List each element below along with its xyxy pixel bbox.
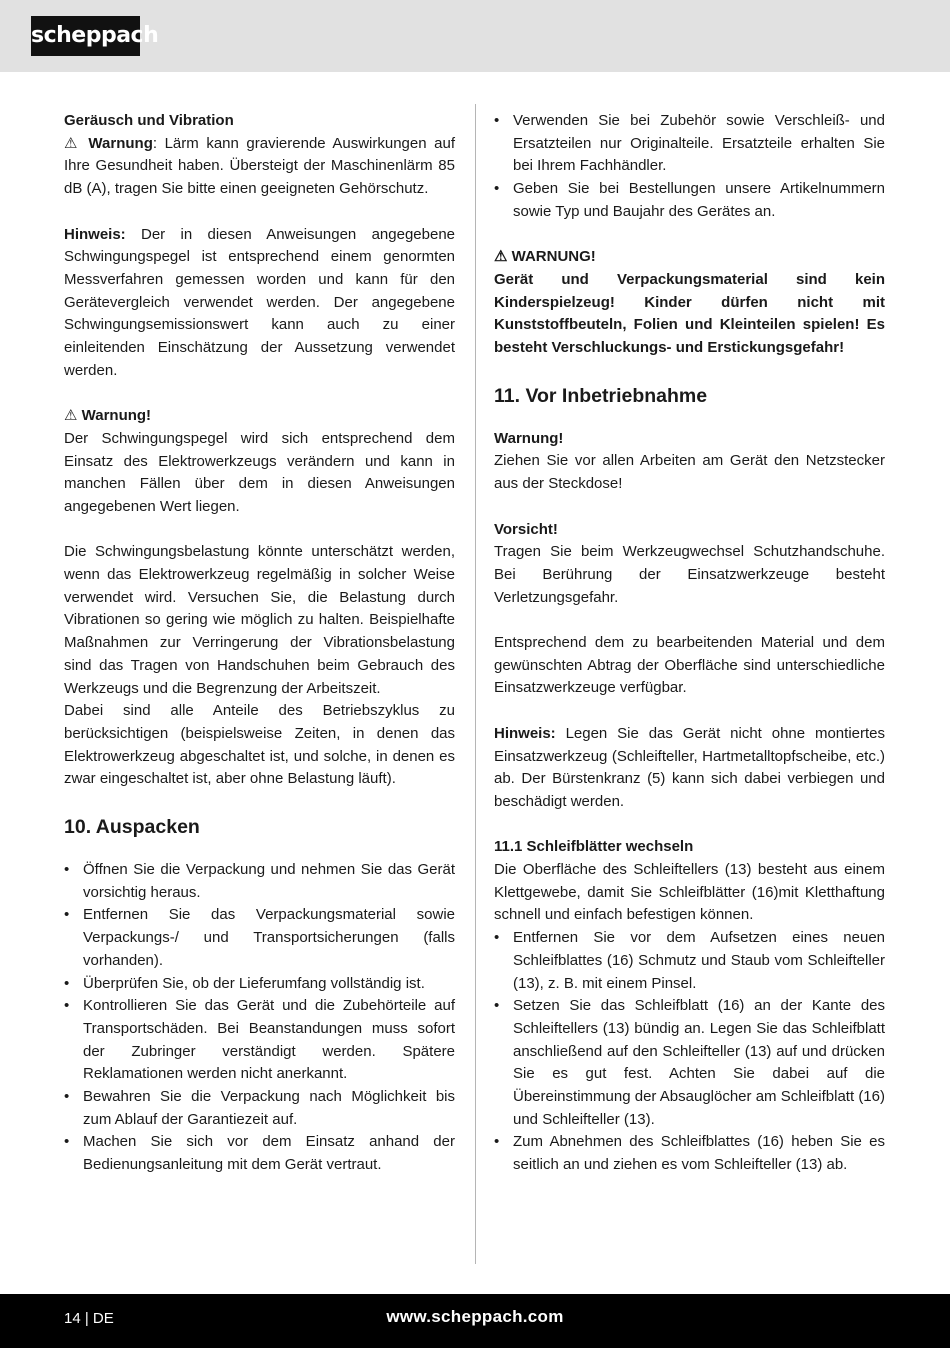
caution-text: Tragen Sie beim Werkzeugwechsel Schutzhandschuhe. Bei Berührung der Einsatzwerkzeuge besteht Verletzungsgefahr. xyxy=(494,543,885,606)
noise-warning-text: : Lärm kann gravierende Auswirkungen auf Ihre Gesundheit haben. Übersteigt der Maschinenlärm 85 dB (A), tragen Sie bitte einen geeigneten Gehörschutz. xyxy=(64,134,456,198)
right-column xyxy=(494,110,885,1177)
list-item: • Bewahren Sie die Verpackung nach Möglichkeit bis zum Ablauf der Garantiezeit auf. xyxy=(64,1086,455,1131)
vibration-warning-heading xyxy=(64,405,455,428)
unpack-list xyxy=(64,859,455,1177)
list-item: • Zum Abnehmen des Schleifblattes (16) heben Sie es seitlich an und ziehen es vom Schleifteller (13) ab. xyxy=(494,1131,885,1176)
page-header xyxy=(0,0,950,72)
list-item: • Entfernen Sie das Verpackungsmaterial sowie Verpackungs-/ und Transportsicherungen (falls vorhanden). xyxy=(64,904,455,972)
list-item: • Kontrollieren Sie das Gerät und die Zubehörteile auf Transportschäden. Bei Beanstandungen muss sofort der Zubringer verständigt werden. Spätere Reklamationen werden nicht anerkannt. xyxy=(64,995,455,1086)
section-11-title: 11. Vor Inbetriebnahme xyxy=(494,384,708,407)
column-divider xyxy=(475,104,476,1264)
material-paragraph: Entsprechend dem zu bearbeitenden Material und dem gewünschten Abtrag der Oberfläche sind unterschiedliche Einsatzwerkzeuge verfügbar. xyxy=(494,634,885,697)
vibration-paragraph-1: Die Schwingungsbelastung könnte unterschätzt werden, wenn das Elektrowerkzeug regelmäßig in solcher Weise verwendet wird. Versuchen Sie, die Belastung durch Vibrationen so gering wie möglich zu halten. Beispielhafte Maßnahmen zur Verringerung der Vibrationsbelastung sind das Tragen von Handschuhen beim Gebrauch des Werkzeugs und die Begrenzung der Arbeitszeit. xyxy=(64,543,455,697)
noise-warning-label: Warnung xyxy=(88,134,153,152)
note-text: Der in diesen Anweisungen angegebene Schwingungspegel ist entsprechend einem genormten Messverfahren gemessen worden und kann für den Gerätevergleich verwendet werden. Der angegebene Schwingungsemissionswert kann auch zu einer einleitenden Einschätzung der Aussetzung verwendet werden. xyxy=(64,225,455,379)
brand-logo: scheppach xyxy=(31,16,140,56)
sanding-list xyxy=(494,927,885,1177)
child-warning-text: Gerät und Verpackungsmaterial sind kein Kinderspielzeug! Kinder dürfen nicht mit Kunststoffbeuteln, Folien und Kleinteilen spielen! Es besteht Verschluckungs- und Erstickungsgefahr! xyxy=(494,270,885,357)
list-item: • Machen Sie sich vor dem Einsatz anhand der Bedienungsanleitung mit dem Gerät vertraut. xyxy=(64,1131,455,1176)
warning-icon: ⚠ xyxy=(494,248,508,266)
tool-note xyxy=(494,723,885,814)
warning-icon: ⚠ xyxy=(64,134,81,152)
website-link[interactable]: www.scheppach.com xyxy=(386,1307,564,1326)
page-footer xyxy=(0,1294,950,1348)
plug-warning-label: Warnung! xyxy=(494,429,564,447)
list-item: • Verwenden Sie bei Zubehör sowie Verschleiß- und Ersatzteilen nur Originalteile. Ersatzteile erhalten Sie bei Ihrem Fachhändler. xyxy=(494,110,885,178)
note-label: Hinweis: xyxy=(494,724,556,742)
subsection-11-1-text: Die Oberfläche des Schleiftellers (13) besteht aus einem Klettgewebe, damit Sie Schleifblätter (16)mit Kletthaftung schnell und einfach befestigen können. xyxy=(494,861,885,924)
list-item: • Geben Sie bei Bestellungen unsere Artikelnummern sowie Typ und Baujahr des Gerätes an. xyxy=(494,178,885,223)
vibration-paragraph-2: Dabei sind alle Anteile des Betriebszyklus zu berücksichtigen (beispielsweise Zeiten, in denen das Elektrowerkzeug abgeschaltet ist, und solche, in denen es zwar eingeschaltet ist, aber ohne Belastung läuft). xyxy=(64,702,455,788)
vibration-warning-text: Der Schwingungspegel wird sich entsprechend dem Einsatz des Elektrowerkzeugs verändern und kann in manchen Fällen über dem in diesen Anweisungen angegebenen Wert liegen. xyxy=(64,429,455,515)
subsection-11-1-title: 11.1 Schleifblätter wechseln xyxy=(494,838,694,856)
plug-warning-text: Ziehen Sie vor allen Arbeiten am Gerät den Netzstecker aus der Steckdose! xyxy=(494,452,885,493)
left-column xyxy=(64,110,455,1177)
child-warning-heading xyxy=(494,246,885,269)
child-warning-label: WARNUNG! xyxy=(511,248,596,266)
list-item: • Entfernen Sie vor dem Aufsetzen eines neuen Schleifblattes (16) Schmutz und Staub vom Schleifteller (13), z. B. mit einem Pinsel. xyxy=(494,927,885,995)
noise-heading: Geräusch und Vibration xyxy=(64,112,234,129)
vibration-note xyxy=(64,224,455,383)
section-10-title: 10. Auspacken xyxy=(64,816,200,839)
warning-icon: ⚠ xyxy=(64,407,78,425)
list-item: • Öffnen Sie die Verpackung und nehmen Sie das Gerät vorsichtig heraus. xyxy=(64,859,455,904)
list-item: • Setzen Sie das Schleifblatt (16) an der Kante des Schleiftellers (13) bündig an. Legen Sie das Schleifblatt anschließend auf den Schleifteller (13) auf und drücken Sie es gut fest. Achten Sie dabei auf die Übereinstimmung der Absauglöcher am Schleifblatt (16) und Schleifteller (13). xyxy=(494,995,885,1131)
noise-warning xyxy=(64,133,455,201)
note-label: Hinweis: xyxy=(64,225,126,243)
caution-label: Vorsicht! xyxy=(494,520,558,538)
list-item: • Überprüfen Sie, ob der Lieferumfang vollständig ist. xyxy=(64,973,455,996)
vibration-warning-label: Warnung! xyxy=(81,407,152,425)
parts-list xyxy=(494,110,885,224)
note-text: Legen Sie das Gerät nicht ohne montiertes Einsatzwerkzeug (Schleifteller, Hartmetalltopfscheibe, etc.) ab. Der Bürstenkranz (5) kann sich dabei verbiegen und beschädigt werden. xyxy=(494,724,885,810)
page-number: 14 | DE xyxy=(64,1310,114,1327)
